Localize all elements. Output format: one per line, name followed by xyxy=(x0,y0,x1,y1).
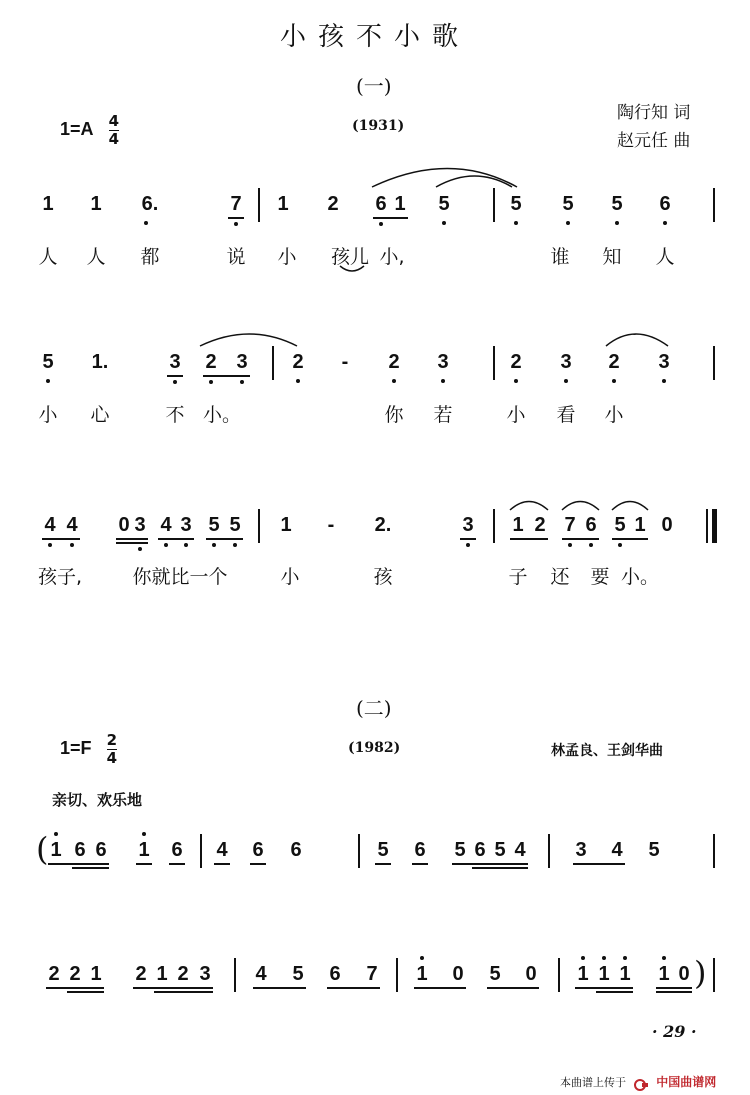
lyric: 谁 xyxy=(550,246,570,268)
note: 7 xyxy=(230,193,242,215)
lyric: 不 xyxy=(165,404,185,426)
note: 5 xyxy=(648,839,660,861)
lyric: 知 xyxy=(602,246,622,268)
note: 2 xyxy=(388,351,400,373)
note: 1 xyxy=(598,963,610,985)
note: 5 xyxy=(611,193,623,215)
year-2: (1982) xyxy=(348,740,401,756)
note: 6 xyxy=(329,963,341,985)
note: 3 xyxy=(134,514,146,536)
song-title: 小孩不小歌 xyxy=(279,22,470,52)
lyric: 你就比一个 xyxy=(132,566,228,588)
lyric: 小 xyxy=(277,246,297,268)
note: 4 xyxy=(44,514,56,536)
note: 4 xyxy=(611,839,623,861)
lyric: 小 xyxy=(604,404,624,426)
note: 4 xyxy=(514,839,526,861)
note: 6 xyxy=(474,839,486,861)
note: - xyxy=(327,514,335,536)
note: 5 xyxy=(489,963,501,985)
lyric: 你 xyxy=(384,404,404,426)
slur xyxy=(372,169,517,188)
lyric: 看 xyxy=(556,404,576,426)
tempo-marking: 亲切、欢乐地 xyxy=(52,791,143,809)
lyric: 孩子, xyxy=(37,566,83,588)
time-top: 2 xyxy=(106,731,118,749)
time-top: 4 xyxy=(108,112,120,130)
lyric: 心 xyxy=(90,404,110,426)
composer-1: 赵元任 曲 xyxy=(617,131,691,151)
lyric: 子 xyxy=(508,566,528,588)
time-bottom: 4 xyxy=(108,130,120,148)
section-label-2: (二) xyxy=(356,696,392,720)
note: 3 xyxy=(437,351,449,373)
note: 6 xyxy=(74,839,86,861)
note: 5 xyxy=(494,839,506,861)
note: 6 xyxy=(585,514,597,536)
time-bottom: 4 xyxy=(106,749,118,767)
note: 3 xyxy=(180,514,192,536)
note: 2 xyxy=(327,193,339,215)
note: 6 xyxy=(252,839,264,861)
lyric: 孩儿 xyxy=(330,246,370,268)
note: 1. xyxy=(91,351,109,373)
note: 6 xyxy=(290,839,302,861)
section-label-1: (一) xyxy=(356,74,392,98)
note: 1 xyxy=(280,514,292,536)
footer xyxy=(560,1071,716,1090)
note: 2 xyxy=(177,963,189,985)
note: 6 xyxy=(171,839,183,861)
composer-2: 林孟良、王剑华曲 xyxy=(551,743,663,759)
note: 1 xyxy=(394,193,406,215)
note: 3 xyxy=(658,351,670,373)
note: 3 xyxy=(560,351,572,373)
note: 2 xyxy=(48,963,60,985)
note: 4 xyxy=(255,963,267,985)
lyric: 说 xyxy=(226,246,246,268)
note: - xyxy=(341,351,349,373)
note: 3 xyxy=(575,839,587,861)
note: 2 xyxy=(292,351,304,373)
note: 3 xyxy=(169,351,181,373)
note: 0 xyxy=(525,963,537,985)
note: 7 xyxy=(564,514,576,536)
lyric: 孩 xyxy=(373,566,393,588)
slur xyxy=(612,502,648,511)
note: 2 xyxy=(69,963,81,985)
year-1: (1931) xyxy=(352,118,405,134)
lyric: 小。 xyxy=(202,404,242,426)
note: 5 xyxy=(229,514,241,536)
note: 1 xyxy=(156,963,168,985)
slur xyxy=(436,176,512,187)
note: 0 xyxy=(452,963,464,985)
note: 2 xyxy=(534,514,546,536)
note: 2 xyxy=(608,351,620,373)
slur xyxy=(510,502,548,511)
note: 5 xyxy=(208,514,220,536)
note: 2. xyxy=(374,514,392,536)
repeat-paren-open: ( xyxy=(36,830,49,868)
lyric: 若 xyxy=(433,404,453,426)
slur xyxy=(606,334,668,346)
slur xyxy=(562,502,599,511)
note: 3 xyxy=(199,963,211,985)
note: 6 xyxy=(414,839,426,861)
note: 1 xyxy=(90,193,102,215)
lyric: 人 xyxy=(38,246,58,268)
lyric: 要 xyxy=(590,566,610,588)
note: 4 xyxy=(160,514,172,536)
note: 0 xyxy=(118,514,130,536)
page-number: · 29 · xyxy=(652,1022,697,1041)
key-text: 1=F xyxy=(60,738,92,758)
note: 1 xyxy=(416,963,428,985)
note: 5 xyxy=(292,963,304,985)
note: 2 xyxy=(205,351,217,373)
note: 1 xyxy=(138,839,150,861)
note: 0 xyxy=(678,963,690,985)
repeat-paren-close: ) xyxy=(694,954,707,992)
lyric: 还 xyxy=(550,566,570,588)
note: 1 xyxy=(277,193,289,215)
site-name[interactable]: 中国曲谱网 xyxy=(656,1075,717,1089)
note: 1 xyxy=(658,963,670,985)
note: 0 xyxy=(661,514,673,536)
note: 2 xyxy=(135,963,147,985)
note: 3 xyxy=(236,351,248,373)
lyric: 人 xyxy=(86,246,106,268)
note: 2 xyxy=(510,351,522,373)
note: 5 xyxy=(377,839,389,861)
lyric: 都 xyxy=(140,246,160,268)
lyric: 小 xyxy=(280,566,300,588)
note: 1 xyxy=(634,514,646,536)
note: 1 xyxy=(42,193,54,215)
note: 5 xyxy=(510,193,522,215)
note: 6 xyxy=(659,193,671,215)
footer-text: 本曲谱上传于 xyxy=(560,1076,626,1089)
note: 1 xyxy=(90,963,102,985)
site-logo-icon xyxy=(634,1076,648,1088)
lyric: 小。 xyxy=(620,566,660,588)
lyric: 小 xyxy=(38,404,58,426)
note: 6. xyxy=(141,193,159,215)
key-text: 1=A xyxy=(60,119,94,139)
note: 4 xyxy=(216,839,228,861)
note: 5 xyxy=(562,193,574,215)
note: 5 xyxy=(438,193,450,215)
note: 5 xyxy=(42,351,54,373)
lyric: 人 xyxy=(655,246,675,268)
note: 7 xyxy=(366,963,378,985)
note: 4 xyxy=(66,514,78,536)
slur xyxy=(200,334,297,346)
note: 6 xyxy=(95,839,107,861)
lyricist: 陶行知 词 xyxy=(617,103,691,123)
note: 1 xyxy=(512,514,524,536)
note: 1 xyxy=(50,839,62,861)
note: 1 xyxy=(577,963,589,985)
note: 5 xyxy=(614,514,626,536)
lyric: 小, xyxy=(379,246,405,268)
note: 6 xyxy=(375,193,387,215)
lyric-slur xyxy=(340,266,364,271)
note: 5 xyxy=(454,839,466,861)
note: 3 xyxy=(462,514,474,536)
note: 1 xyxy=(619,963,631,985)
lyric: 小 xyxy=(506,404,526,426)
